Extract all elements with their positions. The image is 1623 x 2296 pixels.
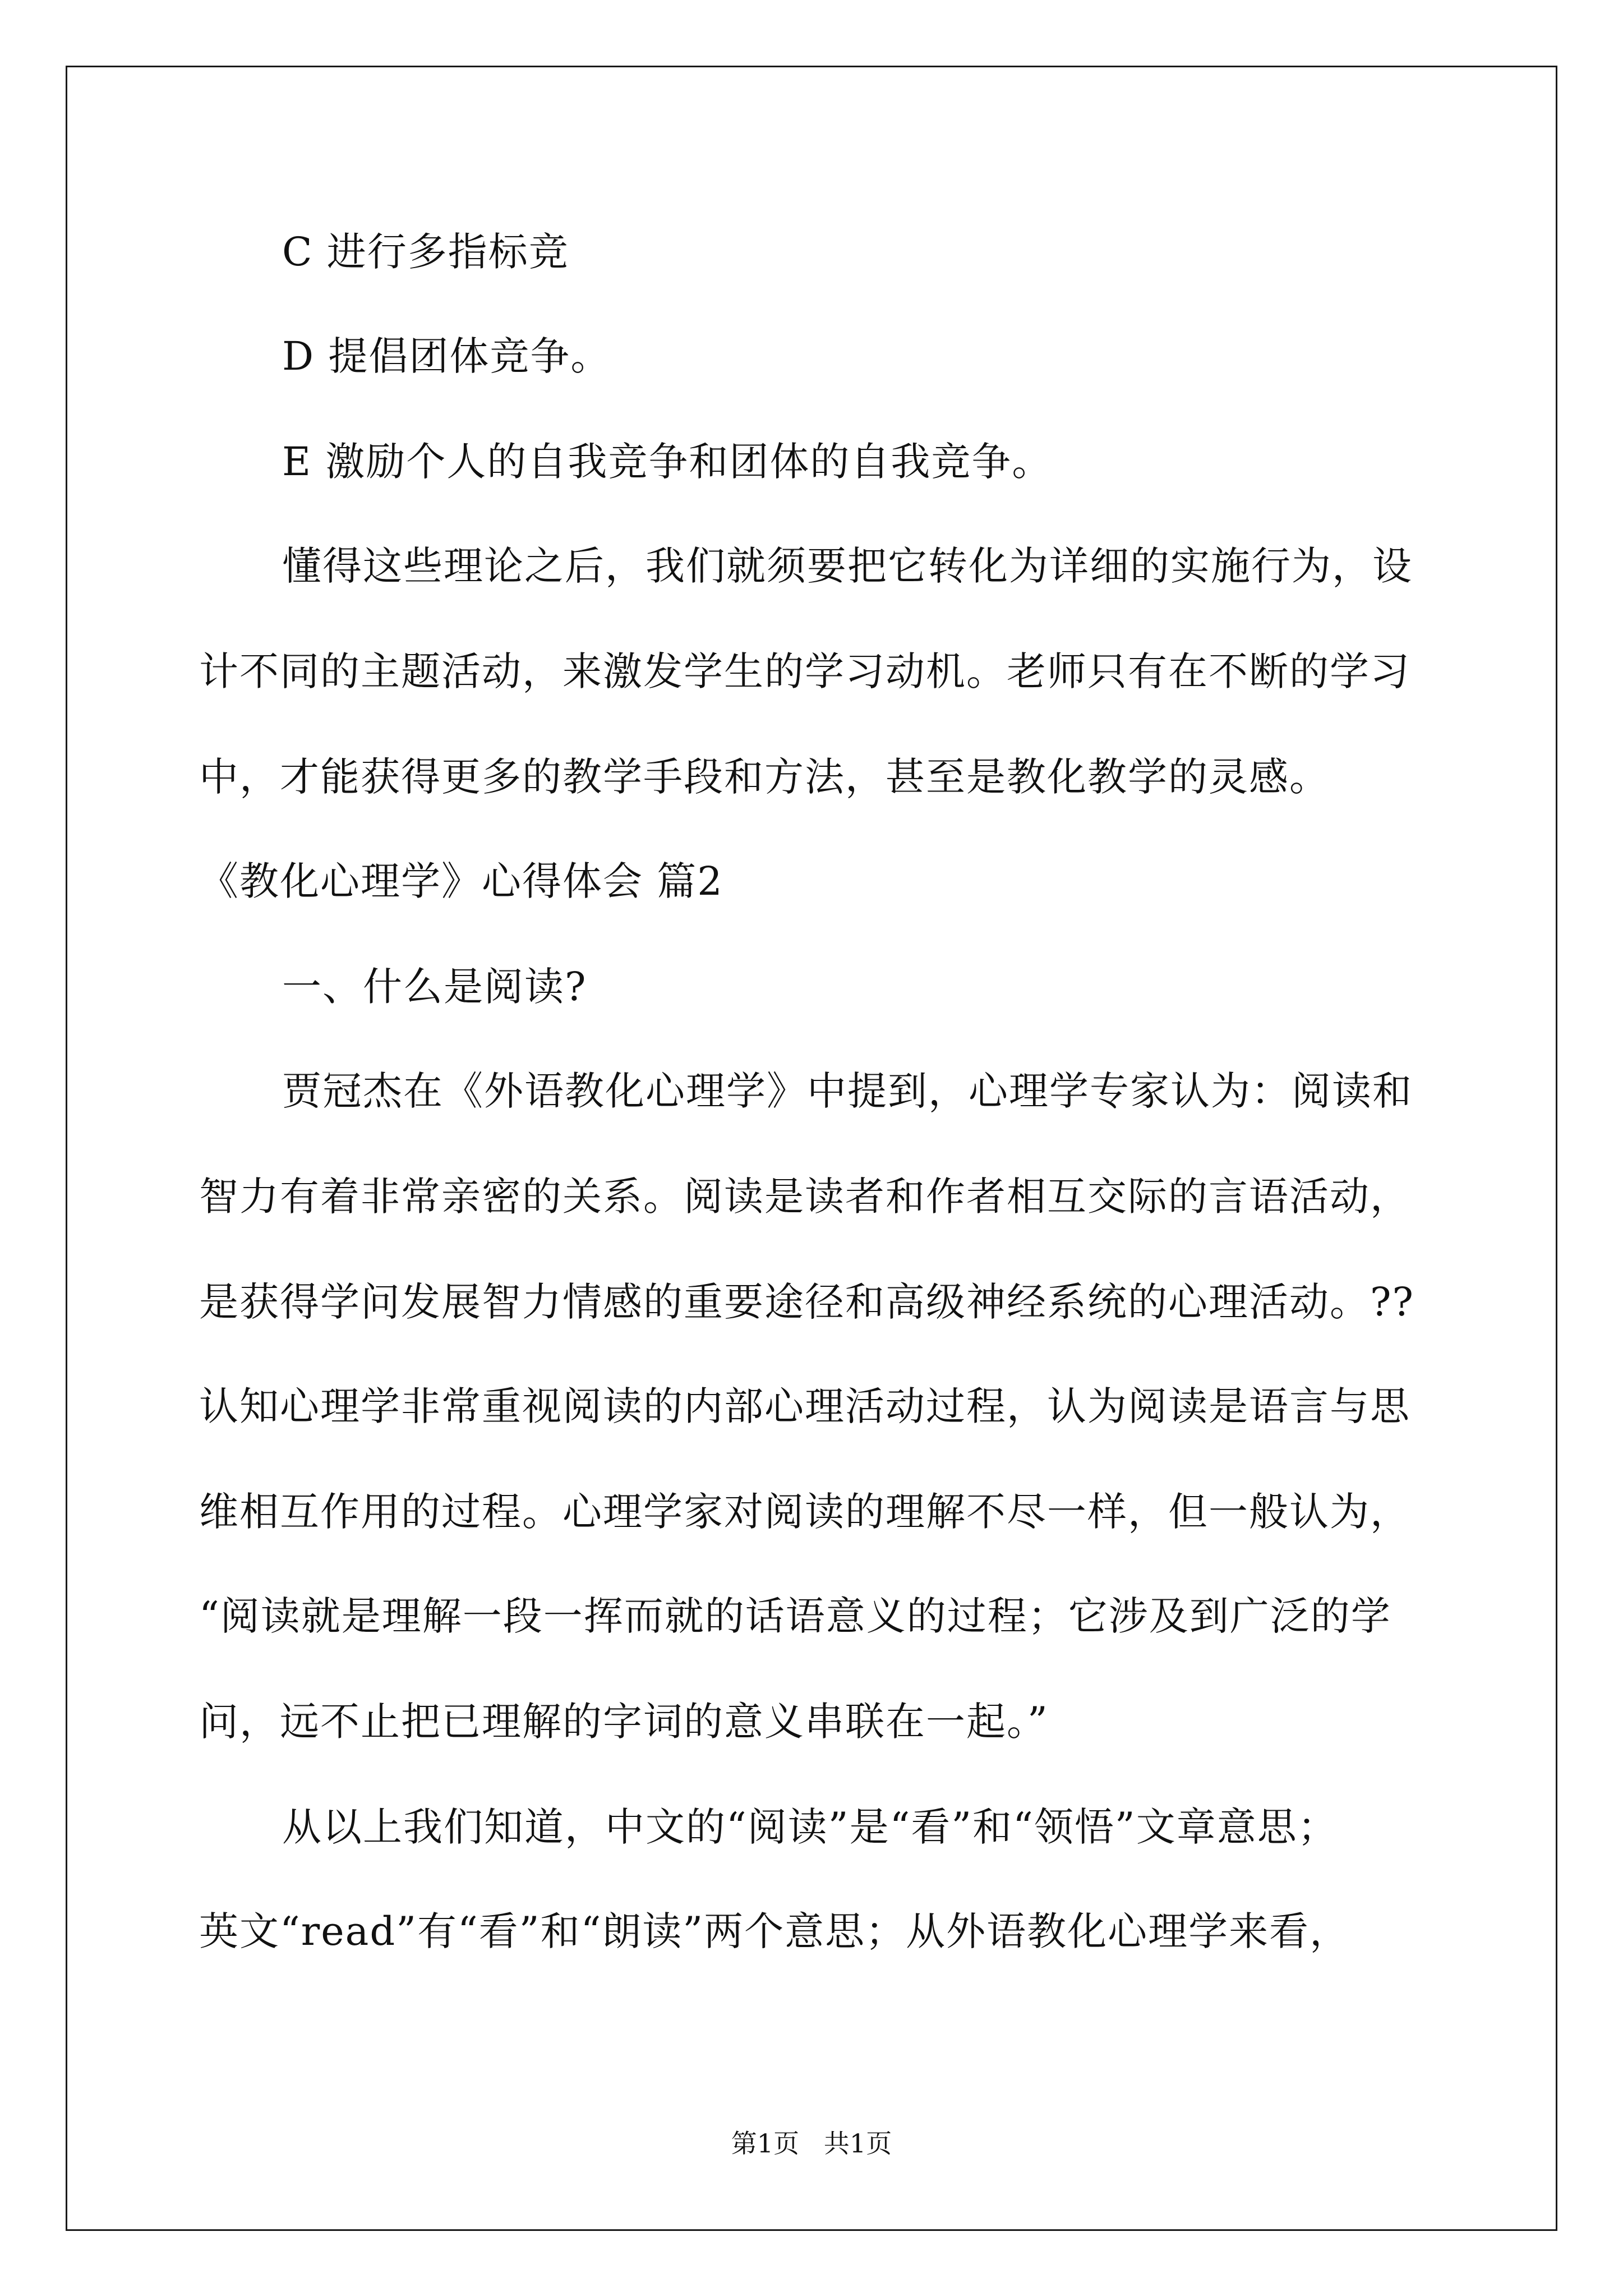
list-item-e: E 激励个人的自我竞争和团体的自我竞争。 [282, 439, 1053, 485]
subsection-heading: 一、什么是阅读? [282, 964, 587, 1010]
list-item-d: D 提倡团体竞争。 [282, 333, 611, 379]
paragraph-line: 维相互作用的过程。心理学家对阅读的理解不尽一样，但一般认为， [199, 1489, 1410, 1535]
paragraph-line: 是获得学问发展智力情感的重要途径和高级神经系统的心理活动。?? [199, 1279, 1415, 1325]
paragraph-line: 贾冠杰在《外语教化心理学》中提到，心理学专家认为：阅读和 [282, 1068, 1413, 1114]
paragraph-line: “阅读就是理解一段一挥而就的话语意义的过程；它涉及到广泛的学 [199, 1593, 1391, 1639]
paragraph-line: 懂得这些理论之后，我们就须要把它转化为详细的实施行为，设 [282, 543, 1413, 589]
list-item-c: C 进行多指标竞 [282, 229, 569, 275]
page-border [66, 66, 1557, 2231]
paragraph-line: 计不同的主题活动，来激发学生的学习动机。老师只有在不断的学习 [199, 648, 1410, 694]
paragraph-line: 认知心理学非常重视阅读的内部心理活动过程，认为阅读是语言与思 [199, 1383, 1410, 1429]
page-footer: 第1页 共1页 [731, 2128, 892, 2159]
paragraph-line: 问，远不止把已理解的字词的意义串联在一起。” [199, 1699, 1049, 1745]
section-heading: 《教化心理学》心得体会 篇2 [199, 858, 723, 904]
paragraph-line: 中，才能获得更多的教学手段和方法，甚至是教化教学的灵感。 [199, 754, 1330, 800]
paragraph-line: 从以上我们知道，中文的“阅读”是“看”和“领悟”文章意思； [282, 1804, 1338, 1850]
paragraph-line: 英文“read”有“看”和“朗读”两个意思；从外语教化心理学来看， [199, 1908, 1350, 1954]
paragraph-line: 智力有着非常亲密的关系。阅读是读者和作者相互交际的言语活动， [199, 1174, 1410, 1220]
